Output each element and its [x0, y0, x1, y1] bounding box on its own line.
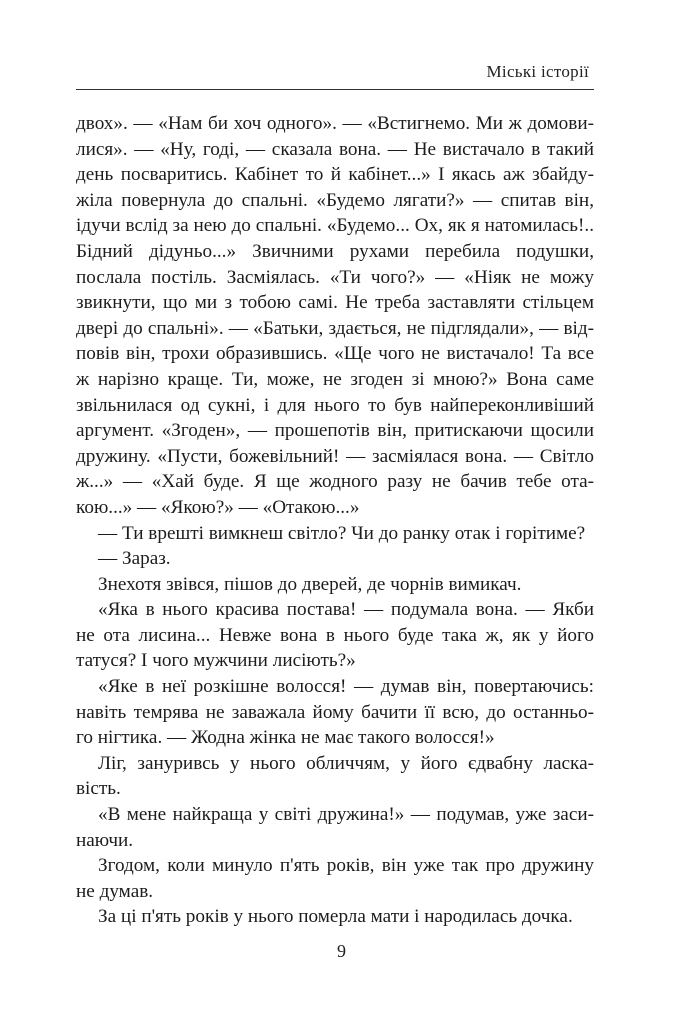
text-line: двох». — «Нам би хоч одного». — «Встигнемо. Ми ж домови-: [76, 113, 594, 134]
text-line: повів він, трохи образившись. «Ще чого не вистачало! Та все: [76, 343, 594, 365]
text-line: ж...» — «Хай буде. Я ще жодного разу не бачив тебе ота-: [76, 471, 594, 493]
text-line: Ліг, зануривсь у нього обличчям, у його єдвабну ласка-: [98, 752, 594, 774]
text-line: Бідний дідуньо...» Звичними рухами перебила подушки,: [76, 240, 594, 262]
text-line: послала постіль. Засміялась. «Ти чого?» — «Ніяк не можу: [76, 266, 594, 288]
text-line: вість.: [76, 778, 121, 800]
body-text: [76, 111, 594, 930]
text-line: наючи.: [76, 829, 134, 851]
text-line: аргумент. «Згоден», — прошепотів він, притискаючи щосили: [76, 420, 594, 442]
text-line: кою...» — «Якою?» — «Отакою...»: [76, 496, 360, 518]
text-line: лися». — «Ну, годі, — сказала вона. — Не вистачало в такий: [76, 138, 594, 160]
text-line: За ці п'ять років у нього померла мати і народилась дочка.: [98, 906, 573, 928]
text-line: — Зараз.: [98, 548, 171, 570]
text-line: ідучи вслід за нею до спальні. «Будемо... Ох, як я натомилась!..: [76, 215, 594, 237]
text-line: звикнути, що ми з тобою самі. Не треба заставляти стільцем: [76, 292, 594, 314]
text-line: навіть темрява не заважала йому бачити її всю, до останньо-: [76, 701, 594, 723]
text-line: «Яка в нього красива постава! — подумала вона. — Якби: [98, 599, 594, 621]
text-line: «В мене найкраща у світі дружина!» — подумав, уже заси-: [98, 804, 594, 826]
text-line: двері до спальні». — «Батьки, здається, не підглядали», — від-: [76, 317, 594, 339]
page-number: 9: [337, 941, 346, 961]
text-line: жіла повернула до спальні. «Будемо лягати?» — спитав він,: [76, 189, 594, 211]
text-line: татуся? І чого мужчини лисіють?»: [76, 650, 356, 672]
text-line: не думав.: [76, 880, 154, 902]
text-line: — Ти врешті вимкнеш світло? Чи до ранку отак і горітиме?: [98, 522, 586, 544]
text-line: звільнилася од сукні, і для нього то був найпереконливіший: [76, 394, 594, 416]
text-line: го нігтика. — Жодна жінка не має такого волосся!»: [76, 727, 495, 749]
text-line: день посваритись. Кабінет то й кабінет...» І якась аж збайду-: [76, 164, 594, 186]
running-header-title: Міські історії: [486, 62, 589, 81]
text-line: не ота лисина... Невже вона в нього буде така ж, як у його: [76, 624, 594, 646]
text-line: ж нарізно краще. Ти, може, не згоден зі мною?» Вона саме: [76, 368, 594, 390]
text-line: «Яке в неї розкішне волосся! — думав він, повертаючись:: [98, 676, 594, 698]
header-rule: [76, 89, 594, 90]
text-line: Знехотя звівся, пішов до дверей, де чорнів вимикач.: [98, 573, 522, 595]
text-line: дружину. «Пусти, божевільний! — засміялася вона. — Світло: [76, 445, 594, 467]
text-line: Згодом, коли минуло п'ять років, він уже так про дружину: [98, 855, 594, 877]
